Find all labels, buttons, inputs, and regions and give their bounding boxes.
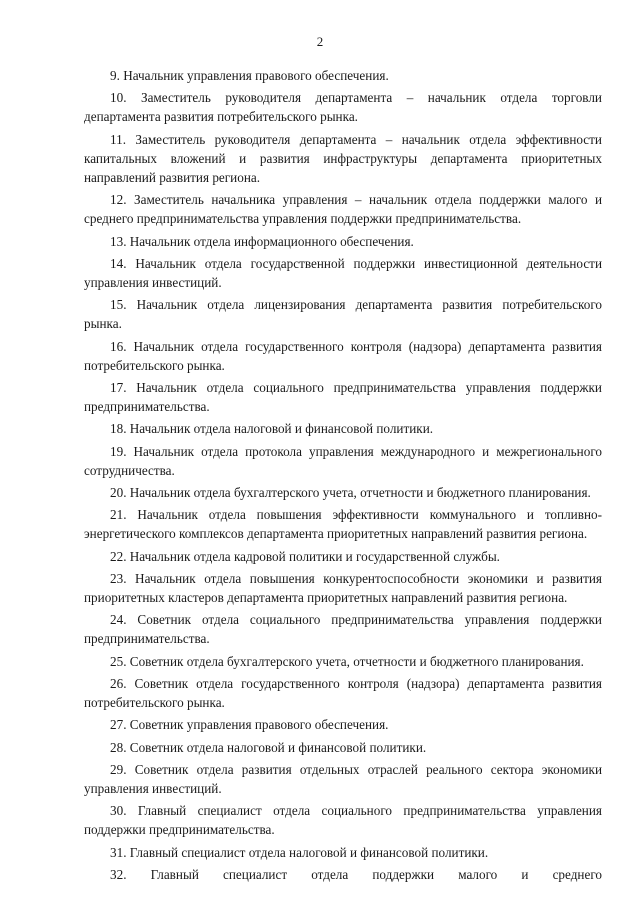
list-item: 14. Начальник отдела государственной поддержки инвестиционной деятельности управления инвестиций. [84,255,602,290]
list-item: 29. Советник отдела развития отдельных отраслей реального сектора экономики управления инвестиций. [84,761,602,796]
list-item: 30. Главный специалист отдела социального предпринимательства управления поддержки предпринимательства. [84,803,602,838]
list-item: 19. Начальник отдела протокола управления международного и межрегионального сотрудничества. [84,443,602,478]
page-number: 2 [316,34,324,49]
list-item: 31. Главный специалист отдела налоговой и финансовой политики. [110,844,489,860]
list-item: 18. Начальник отдела налоговой и финансовой политики. [110,421,434,437]
list-item: 24. Советник отдела социального предпринимательства управления поддержки предпринимательства. [84,612,602,647]
document-body [84,66,602,887]
list-item: 26. Советник отдела государственного контроля (надзора) департамента развития потребительского рынка. [84,675,602,710]
list-item: 13. Начальник отдела информационного обеспечения. [110,233,414,249]
list-item: 20. Начальник отдела бухгалтерского учета, отчетности и бюджетного планирования. [110,484,591,500]
list-item: 9. Начальник управления правового обеспечения. [110,68,389,83]
list-item: 12. Заместитель начальника управления – начальник отдела поддержки малого и среднего предпринимательства управления поддержки предпринимательства. [84,192,602,227]
list-item: 16. Начальник отдела государственного контроля (надзора) департамента развития потребительского рынка. [84,338,602,373]
list-item: 22. Начальник отдела кадровой политики и государственной службы. [110,548,500,564]
list-item: 28. Советник отдела налоговой и финансовой политики. [110,739,427,755]
list-item: 32. Главный специалист отдела поддержки малого и среднего [110,866,602,882]
list-item: 21. Начальник отдела повышения эффективности коммунального и топливно-энергетического комплексов департамента приоритетных направлений развития региона. [84,507,602,542]
list-item: 10. Заместитель руководителя департамента – начальник отдела торговли департамента развития потребительского рынка. [84,90,602,125]
list-item: 27. Советник управления правового обеспечения. [110,717,389,733]
list-item: 11. Заместитель руководителя департамента – начальник отдела эффективности капитальных вложений и развития инфраструктуры департамента приоритетных направлений развития региона. [84,131,602,185]
list-item: 25. Советник отдела бухгалтерского учета, отчетности и бюджетного планирования. [110,653,584,669]
list-item: 17. Начальник отдела социального предпринимательства управления поддержки предпринимательства. [84,379,602,414]
list-item: 15. Начальник отдела лицензирования департамента развития потребительского рынка. [84,297,602,332]
list-item: 23. Начальник отдела повышения конкурентоспособности экономики и развития приоритетных кластеров департамента приоритетных направлений развития региона. [84,570,602,605]
